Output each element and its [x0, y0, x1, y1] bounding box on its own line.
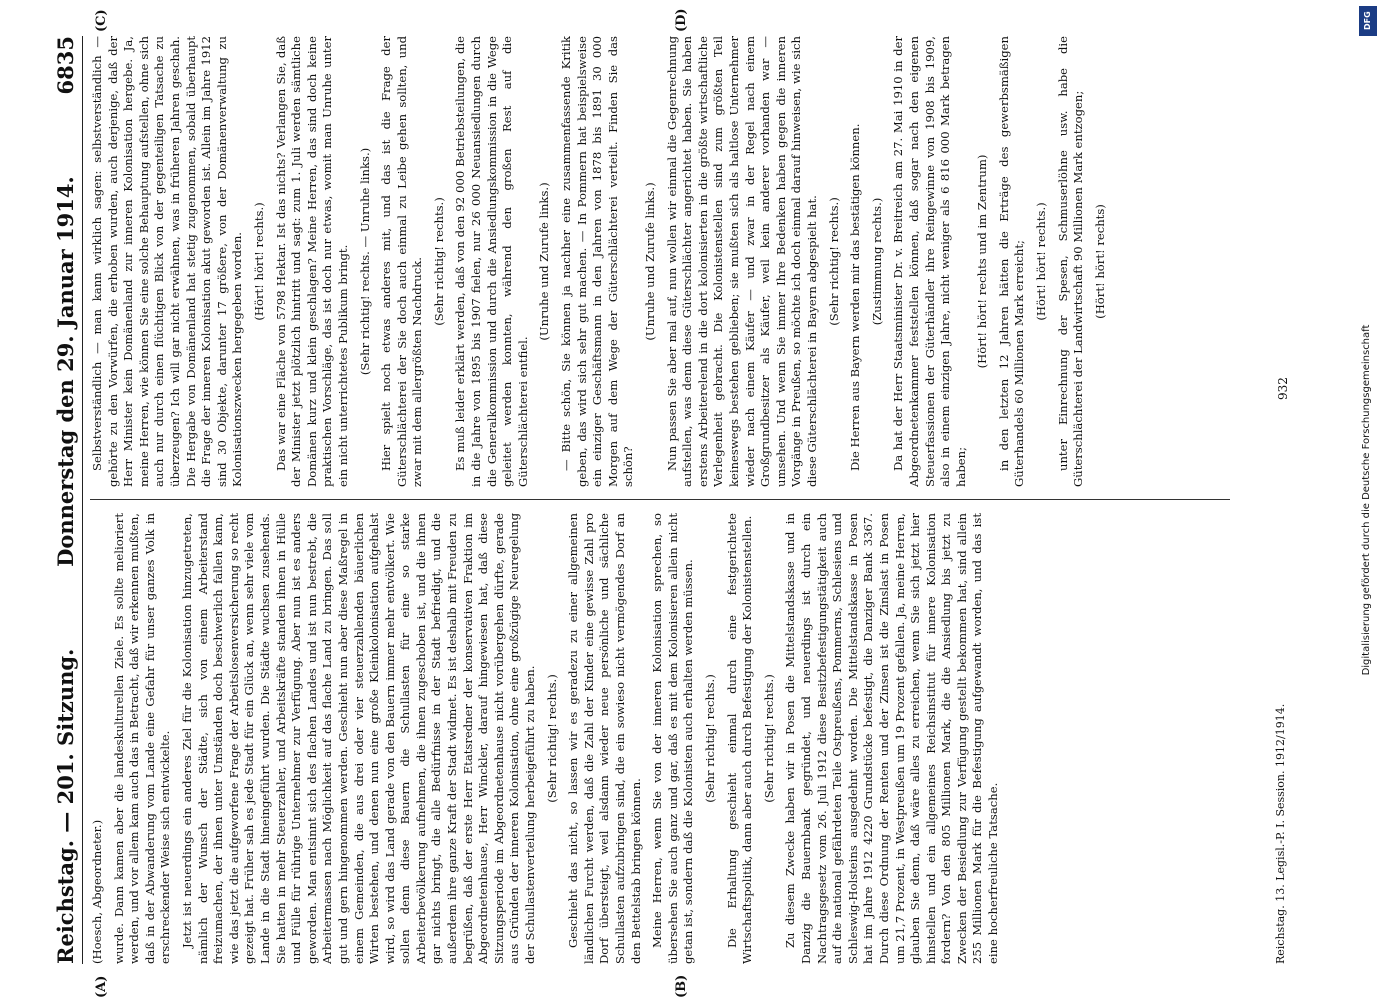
- interjection: (Zustimmung rechts.): [869, 197, 884, 326]
- header-left: Reichstag. — 201. Sitzung.: [53, 648, 78, 964]
- interjection: (Hört! hört! rechts): [1092, 204, 1107, 319]
- footer-session-info: Reichstag. 13. Legisl.-P. I. Session. 1912/1914.: [1274, 703, 1287, 964]
- left-column: [90, 513, 1230, 964]
- paragraph: Geschieht das nicht, so lassen wir es geradezu zu einer allgemeinen ländlichen Furcht werden, daß die Zahl der Kinder eine gewisse Zahl pro Dorf übersteigt, weil alsdann wieder neue persönliche und sächliche Schullasten aufzubringen sind, die ein sowieso nicht vermögendes Dorf an den Bettelstab bringen können.: [566, 513, 643, 964]
- dfg-logo-icon: DFG: [1359, 6, 1377, 36]
- paragraph: Es muß leider erklärt werden, daß von den 92 000 Betriebsteilungen, die in die Jahre von 1895 bis 1907 fielen, nur 26 000 Neuansiedlungen durch die Generalkommission und durch die Ansiedlungskommission in die Wege geleitet werden konnten, während den großen Rest auf die Güterschlächterei entfiel.: [453, 36, 530, 487]
- interjection: (Sehr richtig! rechts.): [431, 197, 446, 326]
- paragraph: Meine Herren, wenn Sie von der inneren Kolonisation sprechen, so übersehen Sie auch ganz und gar, daß es mit dem Kolonisieren allein nicht getan ist, sondern daß die Kolonisten auch erhalten werden müssen.: [650, 513, 696, 964]
- paragraph: Selbstverständlich — man kann wirklich sagen: selbstverständlich — gehörte zu den Vorwürfen, die erhoben wurden, auch derjenige, daß der Herr Minister kein Domänenland zur inneren Kolonisation hergebe. Ja, meine Herren, wie können Sie eine solche Behauptung aufstellen, ohne sich auch nur durch einen flüchtigen Blick von der gegenteiligen Tatsache zu überzeugen? Ich will gar nicht erwähnen, was in früheren Jahren geschah. Die Hergabe von Domänenland hat stetig zugenommen, sobald überhaupt die Frage der inneren Kolonisation akut geworden ist. Allein im Jahre 1912 sind 30 Objekte, darunter 17 größere, von der Domänenverwaltung zu Kolonisationszwecken hergegeben worden.: [90, 36, 245, 487]
- margin-marker-d: (D): [674, 8, 689, 32]
- paragraph: in den letzten 12 Jahren hätten die Erträge des gewerbsmäßigen Güterhandels 60 Millionen Mark erreicht;: [996, 36, 1027, 487]
- interjection: (Hört! hört! rechts.): [1034, 202, 1049, 321]
- paragraph: wurde. Dann kamen aber die landeskulturellen Ziele. Es sollte melioriert werden, und vor allem kam auch das in Betracht, daß wir erkennen mußten, daß in der Abwanderung vom Lande eine Gefahr für unser ganzes Volk in erschreckender Weise sich entwickelte.: [111, 513, 173, 964]
- digitization-note: [1356, 6, 1378, 994]
- interjection: (Unruhe und Zurufe links.): [643, 182, 657, 341]
- interjection: (Sehr richtig! rechts.): [826, 197, 841, 326]
- interjection: (Unruhe und Zurufe links.): [537, 182, 552, 341]
- margin-marker-b: (B): [674, 974, 689, 998]
- paragraph: Nun passen Sie aber mal auf, nun wollen wir einmal die Gegenrechnung aufstellen, was denn diese Güterschlächter angerichtet haben. Sie haben erstens Arbeiterelend in die dort kolonisierten in die größte wirtschaftliche Verlegenheit gebracht. Die Kolonistenstellen sind zum größten Teil keineswegs bestehen geblieben; sie mußten sich als haltlose Unternehmer wieder nach einem Käufer — und zwar in der Regel nach einem Großgrundbesitzer als Käufer, weil kein anderer vorhanden war — umsehen. Und wenn Sie immer Ihre Bedenken haben gegen die inneren Vorgänge in Preußen, so möchte ich doch einmal darauf hinweisen, wie sich diese Güterschlächterei in Bayern abgespielt hat.: [664, 36, 819, 487]
- text-columns: [90, 36, 1230, 964]
- paragraph: Die Herren aus Bayern werden mir das bestätigen können.: [848, 123, 863, 471]
- page-footer: [1274, 704, 1287, 964]
- rotated-document: [34, 0, 1344, 1000]
- paragraph: Das war eine Fläche von 5798 Hektar. Ist das nichts? Verlangen Sie, daß der Minister jetzt plötzlich hintritt und sagt: zum 1. Juli werden sämtliche Domänen kurz und klein geschlagen? Meine Herren, das sind doch keine praktischen Vorschläge, das ist doch nur etwas, womit man Unruhe unter ein nicht unterrichtetes Publikum bringt.: [273, 36, 350, 487]
- interjection: (Sehr richtig! rechts. — Unruhe links.): [357, 147, 372, 376]
- paragraph: Hier spielt noch etwas anderes mit, und das ist die Frage der Güterschlächterei der Sie doch auch einmal zu Leibe gehen sollten, und zwar mit dem allergrößten Nachdruck.: [379, 36, 425, 487]
- paragraph: — Bitte schön, Sie können ja nachher eine zusammenfassende Kritik geben, das wird sich sehr gut machen. — In Pommern hat beispielsweise ein einziger Geschäftsmann in den Jahren von 1878 bis 1891 30 000 Morgen auf dem Wege der Güterschlächterei verteilt. Finden Sie das schön?: [559, 36, 636, 487]
- interjection: (Hört! hört! rechts.): [251, 202, 266, 321]
- interjection: (Hört! hört! rechts und im Zentrum): [975, 154, 990, 369]
- paragraph: Die Erhaltung geschieht einmal durch eine festgerichtete Wirtschaftspolitik, dann aber auch durch Befestigung der Kolonistenstellen.: [724, 513, 755, 964]
- interjection: (Sehr richtig! rechts.): [761, 674, 776, 803]
- interjection: (Sehr richtig! rechts.): [702, 674, 717, 803]
- paragraph: unter Einrechnung der Spesen, Schmuserlöhne usw. habe die Güterschlächterei der Landwirtschaft 90 Millionen Mark entzogen;: [1055, 36, 1086, 487]
- page-header: [44, 36, 83, 964]
- paragraph: Da hat der Herr Staatsminister Dr. v. Breitreich am 27. Mai 1910 in der Abgeordnetenkammer feststellen können, daß sogar nach den eigenen Steuerfassionen der Güterhändler ihre Reingewinne von 1908 bis 1909, also in einem einzigen Jahre, nicht weniger als 6 816 000 Mark betragen haben;: [891, 36, 968, 487]
- digitization-note-text: Digitalisierung gefördert durch die Deutsche Forschungsgemeinschaft: [1361, 324, 1372, 676]
- margin-marker-a: (A): [94, 975, 109, 998]
- speaker-note: (Hoesch, Abgeordneter.): [90, 819, 104, 964]
- header-page-number: 6835: [53, 36, 78, 95]
- footer-page-number: 932: [1276, 377, 1290, 400]
- margin-marker-c: (C): [94, 9, 109, 32]
- paragraph: Jetzt ist neuerdings ein anderes Ziel für die Kolonisation hinzugetreten, nämlich der Wunsch der Städte, sich von einem Arbeiterstand freizumachen, der ihnen unter Umständen doch beschwerlich fallen kann, wie das jetzt die aufgeworfene Frage der Arbeitslosenversicherung so recht gezeigt hat. Früher sah es jede Stadt für ein Glück an, wenn sehr viele vom Lande in die Stadt hineingeführt wurden. Die Städte wuchsen zusehends. Sie hatten in mehr Steuerzahler, und Arbeitskräfte standen ihnen in Hülle und Fülle für rührige Unternehmer zur Verfügung. Aber nun ist es anders geworden. Man entsinnt sich des flachen Landes und ist nun bestrebt, die Arbeitermassen nach Möglichkeit auf das flache Land zu bringen. Das soll gut und gern hingenommen werden. Geschieht nun aber diese Maßregel in einem Gemeinden, die aus drei oder vier steuerzahlenden bäuerlichen Wirten bestehen, und denen nun eine große Kleinkolonisation aufgehalst wird, so wird das Land gerade von den Bauern immer mehr entvölkert. Wie sollen denn diese Bauern die Schullasten für eine so starke Arbeiterbevölkerung aufnehmen, die ihnen zugeschoben ist, und die ihnen gar nichts bringt, die alle Bedürfnisse in der Stadt befriedigt, und die außerdem ihre ganze Kraft der Stadt widmet. Es ist deshalb mit Freuden zu begrüßen, daß der erste Herr Etatsredner der konservativen Fraktion im Abgeordnetenhause, Herr Winckler, darauf hingewiesen hat, daß diese Sitzungsperiode im Abgeordnetenhause nicht vorübergehen dürfte, gerade aus Gründen der inneren Kolonisation, ohne eine großzügige Neuregelung der Schullastenverteilung herbeigeführt zu haben.: [179, 513, 538, 964]
- paragraph: Zu diesem Zwecke haben wir in Posen die Mittelstandskasse und in Danzig die Bauernbank gegründet, und neuerdings ist durch ein Nachtragsgesetz vom 26. Juli 1912 diese Besitzbefestigungstätigkeit auch auf die national gefährdeten Teile Ostpreußens, Pommerns, Schlesiens und Schleswig-Holsteins ausgedehnt worden. Die Mittelstandskasse in Posen hat im Jahre 1912 4220 Grundstücke befestigt, die Danziger Bank 3367. Durch diese Ordnung der Renten und der Zinsen ist die Zinslast in Posen um 21,7 Prozent, in Westpreußen um 19 Prozent gefallen. Ja, meine Herren, glauben Sie denn, daß wäre alles zu erreichen, wenn Sie sich jetzt hier hinstellen und ein allgemeines Reichsinstitut für innere Kolonisation fordern? Von den 805 Millionen Mark, die die Ansiedlung bis jetzt zu Zwecken der Besiedlung zur Verfügung gestellt bekommen hat, sind allein 255 Millionen Mark für die Befestigung aufgewandt worden, und das ist eine hocherfreuliche Tatsache.: [783, 513, 1001, 964]
- interjection: (Sehr richtig! rechts.): [544, 674, 559, 803]
- header-center: Donnerstag den 29. Januar 1914.: [53, 176, 78, 567]
- right-column: [90, 36, 1230, 487]
